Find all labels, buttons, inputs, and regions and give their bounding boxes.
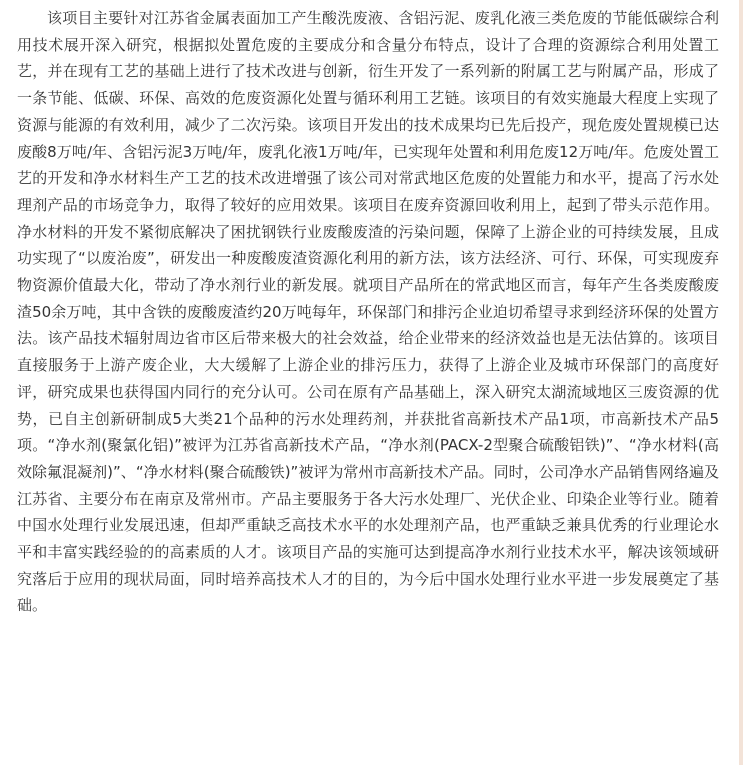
page-edge-divider <box>739 0 743 765</box>
article-paragraph: 该项目主要针对江苏省金属表面加工产生酸洗废液、含铝污泥、废乳化液三类危废的节能低碳综合利用技术展开深入研究，根据拟处置危废的主要成分和含量分布特点，设计了合理的资源综合利用处置工艺，并在现有工艺的基础上进行了技术改进与创新，衍生开发了一系列新的附属工艺与附属产品，形成了一条节能、低碳、环保、高效的危废资源化处置与循环利用工艺链。该项目的有效实施最大程度上实现了资源与能源的有效利用，减少了二次污染。该项目开发出的技术成果均已先后投产，现危废处置规模已达废酸8万吨/年、含铝污泥3万吨/年，废乳化液1万吨/年，已实现年处置和利用危废12万吨/年。危废处置工艺的开发和净水材料生产工艺的技术改进增强了该公司对常武地区危废的处置能力和水平，提高了污水处理剂产品的市场竞争力，取得了较好的应用效果。该项目在废弃资源回收利用上，起到了带头示范作用。净水材料的开发不紧彻底解决了困扰钢铁行业废酸废渣的污染问题，保障了上游企业的可持续发展，且成功实现了“以废治废”，研发出一种废酸废渣资源化利用的新方法，该方法经济、可行、环保，可实现废弃物资源价值最大化，带动了净水剂行业的新发展。就项目产品所在的常武地区而言，每年产生各类废酸废渣50余万吨，其中含铁的废酸废渣约20万吨每年，环保部门和排污企业迫切希望寻求到经济环保的处置方法。该产品技术辐射周边省市区后带来极大的社会效益，给企业带来的经济效益也是无法估算的。该项目直接服务于上游产废企业，大大缓解了上游企业的排污压力，获得了上游企业及城市环保部门的高度好评，研究成果也获得国内同行的充分认可。公司在原有产品基础上，深入研究太湖流域地区三废资源的优势，已自主创新研制成5大类21个品种的污水处理药剂，并获批省高新技术产品1项，市高新技术产品5项。“净水剂(聚氯化铝)”被评为江苏省高新技术产品，“净水剂(PACX-2型聚合硫酸铝铁)”、“净水材料(高效除氟混凝剂)”、“净水材料(聚合硫酸铁)”被评为常州市高新技术产品。同时，公司净水产品销售网络遍及江苏省、主要分布在南京及常州市。产品主要服务于各大污水处理厂、光伏企业、印染企业等行业。随着中国水处理行业发展迅速，但却严重缺乏高技术水平的水处理剂产品，也严重缺乏兼具优秀的行业理论水平和丰富实践经验的的高素质的人才。该项目产品的实施可达到提高净水剂行业技术水平，解决该领域研究落后于应用的现状局面，同时培养高技术人才的目的，为今后中国水处理行业水平进一步发展奠定了基础。 <box>17 9 719 615</box>
